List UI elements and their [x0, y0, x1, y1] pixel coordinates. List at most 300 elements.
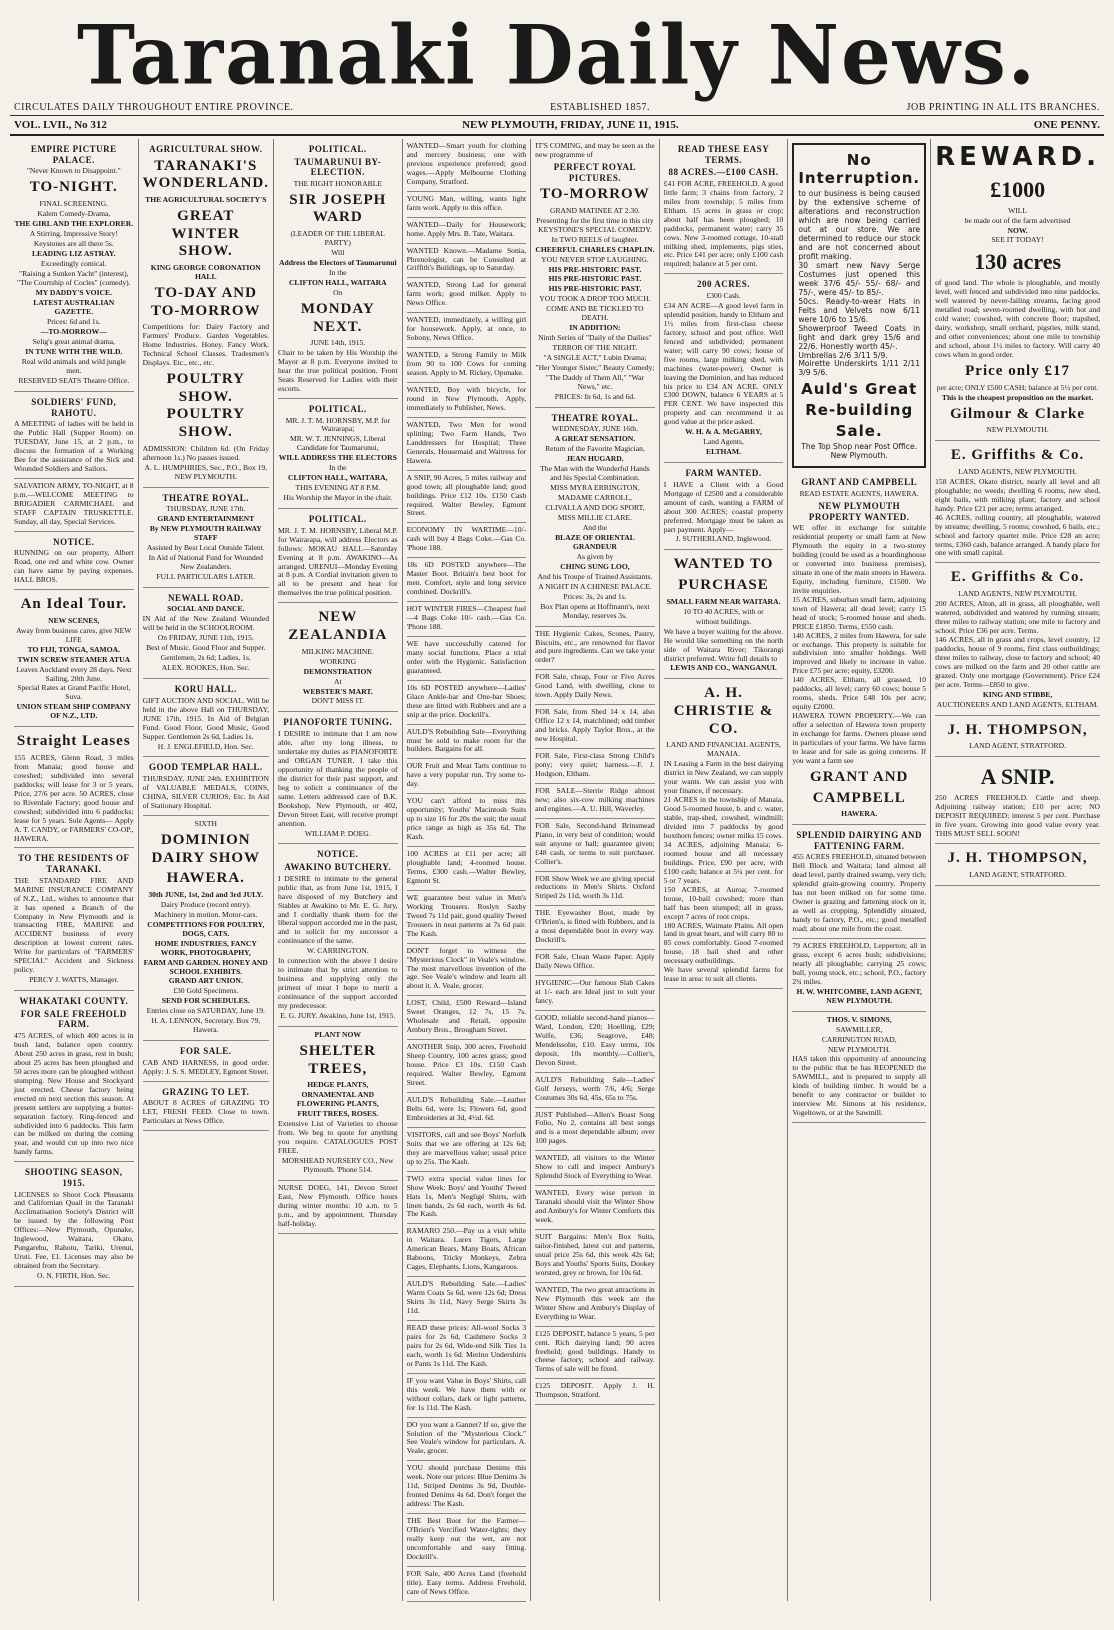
ad-line: MISS MILLIE CLARE.	[557, 513, 632, 523]
ad-heading: GRANT AND CAMPBELL	[801, 477, 918, 488]
ad-body: 18s 6D POSTED anywhere—The Master Boot. Britain's best boot for men. Comfort, style and long service combined. Dockrill's.	[406, 560, 527, 597]
ward-political-ad	[278, 139, 398, 399]
ad-signature: LEWIS AND CO., WANGANUI.	[670, 663, 777, 673]
ad-body: 46 ACRES, rolling country, all ploughable, watered by streams; dwelling, 5 rooms; cowshed, 6 bails, etc.; school and factory quarter mile. Price £28 an acre; terms, £360 cash, balance arranged. A handy place for one with small capital.	[935, 512, 1101, 558]
ad-line: £30 Gold Specimens.	[173, 986, 239, 996]
ad-heading: WHAKATAKI COUNTY.	[19, 996, 129, 1007]
small-ad	[535, 1151, 655, 1186]
ad-line: Best of Music. Good Floor and Supper.	[146, 643, 266, 653]
ad-heading: KORU HALL.	[174, 684, 237, 695]
ad-line: A Stirring, Impressive Story!	[29, 228, 118, 238]
ad-line: YOU NEVER STOP LAUGHING.	[541, 254, 649, 264]
ad-body: WE guarantee best value in Men's Working Trousers. Roslyn Saxby Tweed 7s 11d pair, good quality Tweed Trousers in neat patterns at 7s 6d pair. The Kash.	[406, 892, 527, 938]
established-note: ESTABLISHED 1857.	[550, 102, 650, 113]
ad-headline: POULTRY SHOW. POULTRY SHOW.	[166, 371, 245, 441]
ad-body: DO you want a Gannet? If so, give the Solution of the "Mysterious Clock." See Veale's window for particulars. A. Veale, grocer.	[406, 1419, 527, 1456]
ad-line: NOW.	[1007, 225, 1028, 235]
ad-line: Assisted by Best Local Outside Talent.	[146, 543, 265, 553]
ad-headline: PURCHASE	[678, 577, 769, 594]
small-ad	[407, 602, 527, 637]
ad-body: ANOTHER Snip, 300 acres, Freehold Sheep Country, 100 acres grass; good house. Price £3 10s. £150 Cash required. Walter Bewley, Egmont Street.	[406, 1042, 527, 1088]
ad-line: Prices: 6d and 1s.	[47, 317, 101, 327]
ad-heading: FOR SALE.	[180, 1046, 232, 1057]
ad-body: LOST, Child, £500 Reward—Island Sweet Oranges, 12 7s, 15 7s. Wholesale and Retail, opposite Ambury Bros., Brougham Street.	[406, 998, 527, 1035]
dairying-farm-ad	[792, 825, 926, 939]
small-ad	[407, 1040, 527, 1093]
piano-tuning-ad	[278, 712, 398, 844]
soldiers-fund-ad	[14, 392, 134, 479]
ad-body: READ these prices: All-wool Socks 3 pairs for 2s 6d, Cashmere Socks 3 pairs for 2s 6d, Wide-end Silk Ties 1s each, worth 1s 6d. Merino Undershirts or Pants 1s 11d. The Kash.	[406, 1322, 527, 1368]
ad-line: W. H. & A. McGARRY,	[685, 427, 762, 437]
ad-body: In connection with the above I desire to intimate that by strict attention to business and supplying only the primest of meat I hope to merit a continuance of the support accorded my predecessor.	[278, 956, 398, 1011]
small-ad	[535, 950, 655, 976]
ad-line: IN TUNE WITH THE WILD.	[25, 347, 123, 357]
ad-signature: E. G. JURY. Awakino, June 1st, 1915.	[280, 1011, 396, 1020]
ad-line: RESERVED SEATS Theatre Office.	[18, 376, 130, 386]
reward-ad	[935, 139, 1100, 441]
ad-line: "The Courtship of Cocles" (comedy).	[17, 278, 131, 288]
ad-line: WILL ADDRESS THE ELECTORS	[278, 453, 397, 463]
ad-line: In the	[329, 463, 347, 473]
ad-body: VISITORS, call and see Boys' Norfolk Suits that we are offering at 12s 6d; they are marvellous value; usual price up to 25s. The Kash.	[406, 1129, 527, 1166]
ad-body: Showerproof Tweed Coats in light and dark grey 15/6 and 22/6. Honestly worth 45/-.	[798, 323, 921, 351]
ad-body: 140 ACRES, 2 miles from Hawera, for sale or exchange. This property is suitable for subdivision into smaller holdings. Well improved and likely to increase in value. Price £75 per acre; equity, £3200.	[792, 630, 927, 676]
ad-line: Keystones are all there 5s.	[33, 238, 114, 248]
ad-body: SALVATION ARMY, TO-NIGHT, at 8 p.m.—WELCOME MEETING to BRIGADIER CARMICHAEL and STAFF CAPTAIN TRUSKETTLE. Sunday, all day, Special Services.	[14, 480, 134, 526]
ad-body: AULD'S Rebuilding Sale.—Leather Belts 6d, were 1s; Flowers 6d, good Embroideries at 3d, 4½d. 6d.	[406, 1094, 527, 1122]
ad-body: WANTED, a Strong Family to Milk from 90 to 100 Cows for coming season. Apply to M. Rickey, Opunake.	[406, 350, 527, 378]
grant-campbell-ad	[792, 472, 926, 825]
small-ad	[535, 784, 655, 819]
ad-body: We have several splendid farms for lease in area: to suit all clients.	[663, 965, 784, 984]
ad-headline: DOMINION DAIRY SHOW	[151, 831, 261, 866]
dateline	[10, 116, 1104, 136]
wanted-ad	[407, 278, 527, 313]
small-ad	[535, 1011, 655, 1073]
ad-line: KING AND STIBBE,	[982, 689, 1053, 699]
ad-headline: WANTED TO	[673, 556, 774, 573]
ad-body: FOR Sale, cheap, Four or Five Acres Good Land, with dwelling, close to town. Apply Daily News.	[535, 672, 655, 700]
ad-line: Gentlemen, 2s 6d; Ladies, 1s.	[160, 653, 251, 663]
freehold-farm-ad	[14, 991, 134, 1162]
ad-subheading: FOR SALE FREEHOLD FARM.	[20, 1008, 127, 1030]
ad-body: to our business is being caused by the extensive scheme of alterations and reconstruction which are now being carried out at our store. We are determined to reduce our stock and are not concerned about profit making.	[798, 189, 921, 262]
ad-heading: THEATRE ROYAL.	[162, 492, 250, 503]
small-ad	[535, 1379, 655, 1405]
ad-body: NURSE DOEG, 141, Devon Street East, New Plymouth. Office hours during winter months: 10 a.m. to 5 p.m., and by appointment. Thursday half-holiday.	[278, 1182, 398, 1228]
ad-line: GRAND MATINEE AT 2.30.	[549, 205, 640, 215]
ad-line: HOME INDUSTRIES, FANCY WORK, PHOTOGRAPHY,	[154, 938, 257, 957]
ad-subheading: AWAKINO BUTCHERY.	[284, 862, 392, 873]
ad-line: READ ESTATE AGENTS, HAWERA.	[799, 488, 919, 498]
ad-line: UNION STEAM SHIP COMPANY OF N.Z., LTD.	[16, 702, 131, 721]
ad-heading: SHOOTING SEASON, 1915.	[25, 1167, 123, 1188]
ad-body: of good land. The whole is ploughable, and mostly level, well fenced and subdivided into nine paddocks, well watered by never-failing streams, facing good metalled road; seven-roomed dwelling, with hot and cold water; cowshed, with concrete floor; trapshed, dairy, workshop, small orchard, pigsties, milk stand, and other conveniences; about one mile to township and school, about 1½ miles to factory. Will carry 40 cows when in good order.	[935, 278, 1101, 360]
ad-line: MILKING MACHINE.	[301, 646, 374, 656]
ad-line: —TO-MORROW—	[40, 327, 107, 337]
dairy-show-ad	[143, 816, 269, 1041]
small-ad	[407, 1093, 527, 1128]
ad-line: CHEERFUL CHARLES CHAPLIN.	[535, 244, 655, 254]
snip-ad	[935, 757, 1100, 844]
ad-body: Extensive List of Varieties to choose from. We beg to quote for anything you require. CATALOGUES POST FREE.	[278, 1119, 398, 1155]
nursery-ad	[278, 1027, 398, 1181]
small-ad	[535, 627, 655, 671]
farm-wanted-ad	[664, 463, 784, 550]
ad-line: And the	[582, 523, 608, 533]
ad-line: 10 TO 40 ACRES, with or	[683, 606, 764, 616]
wanted-to-purchase-ad	[664, 550, 784, 679]
ad-headline: E. Griffiths & Co.	[950, 447, 1085, 464]
small-ad	[407, 1418, 527, 1462]
ad-subheading: NEW PLYMOUTH PROPERTY WANTED.	[808, 500, 910, 522]
ad-signature: H. W. WHITCOMBE, LAND AGENT, NEW PLYMOUTH.	[796, 986, 922, 1005]
ad-line: NEW PLYMOUTH.	[828, 1044, 891, 1054]
ad-heading: GOOD TEMPLAR HALL.	[148, 762, 263, 773]
small-ad	[535, 819, 655, 872]
ad-headline: A. H. CHRISTIE & CO.	[673, 685, 774, 737]
small-ad	[407, 891, 527, 944]
column-5	[531, 139, 660, 1601]
ad-body: THE Eyewasher Boot, made by O'Brien's, is fitted with Rubbers, and is a most dependable boot in every way. Dockrill's.	[535, 908, 655, 945]
ad-body: OUR Fruit and Meat Tarts continue to have a very popular run. Try some to-day.	[406, 761, 527, 789]
ad-line: In Aid of National Fund for Wounded New Zealanders.	[148, 552, 263, 571]
theatre-royal-magician-ad	[535, 408, 655, 627]
agricultural-show-ad	[143, 139, 269, 488]
hornsby-political-ad	[278, 399, 398, 509]
ad-line: His Worship the Mayor in the chair.	[283, 493, 393, 503]
ad-body: WANTED, Two Men for wood splitting; Two Farm Hands, Two Landdressers for Hospital; Three Generals, Housemaid and Waitress for Hawera.	[406, 419, 527, 465]
newspaper-page	[10, 7, 1104, 1610]
ad-line: HIS PRE-HISTORIC PAST.	[548, 284, 642, 294]
ad-body: IF you want Value in Boys' Shirts, call this week. We have them with or without collars, dark or light patterns, for 1s 11d. The Kash.	[406, 1375, 527, 1412]
ad-body: FOR Sale, from Shed 14 x 14, also Office 12 x 14, matchlined; odd timber and bricks. Apply Taylor Bros., at the new Hospital.	[535, 707, 655, 744]
ad-line: The Top Shop near Post Office. New Plymouth.	[801, 442, 918, 461]
ad-line: ORNAMENTAL AND FLOWERING PLANTS,	[296, 1090, 379, 1109]
small-ad	[535, 1283, 655, 1327]
ad-line: Machinery in motion. Motor-cars.	[154, 909, 258, 919]
ad-subheading: TAUMARUNUI BY-ELECTION.	[294, 156, 382, 178]
ad-line: FARM AND GARDEN. HONEY AND SCHOOL EXHIBITS.	[143, 957, 268, 976]
salvation-army-ad	[14, 479, 134, 532]
small-ad	[407, 944, 527, 997]
ad-heading: 200 ACRES.	[697, 279, 751, 290]
ad-body: A MEETING of ladies will be held in the Public Hall (Supper Room) on TUESDAY, June 15, at 2 p.m., to discuss the formation of a Working Bee for the assistance of the Sick and Wounded Soldiers and Sailors.	[14, 419, 134, 473]
ad-headline: J. H. THOMPSON,	[947, 849, 1088, 866]
ad-line: without buildings.	[695, 616, 752, 626]
ad-heading: SPLENDID DAIRYING AND FATTENING FARM.	[796, 830, 923, 851]
small-ad	[407, 1321, 527, 1374]
ad-body: LICENSES to Shoot Cock Pheasants and Californian Quail in the Taranaki Acclimatisation Society's District will be issued by the following Post Offices:—New Plymouth, Opunake, Inglewood, Waitara, Okato, Pungarehu, Rahotu, Tariki, Urenui, Uruti. Fee, £1. Licenses may also be obtained from the Secretary.	[14, 1189, 134, 1271]
ad-line: Selig's great animal drama,	[32, 337, 115, 347]
ad-body: HYGIENIC—Our famous Slab Cakes at 1/- each are Ideal just to suit your fancy.	[535, 978, 655, 1005]
ad-line: SAWMILLER,	[835, 1024, 883, 1034]
small-ad	[535, 1230, 655, 1283]
ad-heading: PIANOFORTE TUNING.	[283, 717, 393, 728]
grazing-ad	[143, 1082, 269, 1131]
ad-headline: CAMPBELL	[812, 789, 906, 806]
ad-line: DEMONSTRATION	[303, 666, 372, 676]
ad-body: WANTED, The two great attractions in New Plymouth this week are the Winter Show and Ambury's Display of Everything to Wear.	[535, 1284, 655, 1321]
ad-line: SOCIAL AND DANCE.	[167, 604, 245, 614]
wanted-ad	[407, 383, 527, 418]
ad-body: £125 DEPOSIT. Apply J. H. Thompson, Stratford.	[535, 1381, 655, 1400]
ad-line: A GREAT SENSATION.	[554, 434, 636, 444]
thompson-ad	[935, 716, 1100, 758]
ad-line: Exceedingly comical.	[40, 258, 107, 268]
ad-line: CLIFTON HALL, WAITARA	[288, 277, 387, 287]
ad-body: THE Best Boot for the Farmer—O'Brien's Vercified Water-tights; they really keep out the wet, are not uncomfortable and easy fitting. Dockrill's.	[406, 1516, 527, 1561]
notice-ad	[14, 532, 134, 590]
ad-line: ALEX. ROOKES, Hon. Sec.	[161, 663, 250, 673]
ad-body: 455 ACRES FREEHOLD, situated between Bell Block and Waitara; land almost all dead level, partly drained swamp, very rich; splendid grain-growing country. Property has not been milked on for some time. Owner is grazing and fattening stock on it, as well as cropping. Splendidly situated, handy to factory, P.O., etc.; good metalled road; about one mile from the coast.	[792, 852, 927, 934]
ad-body: WANTED, Boy with bicycle, for round in New Plymouth. Apply, immediately to Publisher, News.	[406, 385, 527, 412]
ad-line: JUNE 14th, 1915.	[310, 338, 366, 348]
ad-line: SEE IT TODAY!	[991, 235, 1044, 245]
ad-body: WANTED, all visitors to the Winter Show to call and inspect Ambury's Splendid Stock of Everything to Wear.	[535, 1153, 655, 1181]
ad-headline: HAWERA.	[166, 870, 245, 887]
thompson-ad-2	[935, 844, 1100, 886]
ad-line: A NIGHT IN A CHINESE PALACE.	[538, 581, 652, 591]
ad-heading: PERFECT ROYAL PICTURES.	[553, 161, 637, 183]
ad-signature: H. A. LENNON, Secretary. Box 79, Hawera.	[151, 1016, 261, 1035]
ad-body: FOR Sale, Clean Waste Paper. Apply Daily News Office.	[535, 952, 655, 971]
ad-line: Leaves Auckland every 28 days. Next Sailing, 20th June.	[16, 664, 132, 683]
ad-line: 30th JUNE, 1st, 2nd and 3rd JULY.	[148, 889, 264, 899]
ad-heading: EMPIRE PICTURE PALACE.	[30, 144, 117, 165]
ad-line: NEW SCENES,	[48, 615, 100, 625]
ad-line: Away from business cares, give NEW LIFE	[16, 625, 132, 644]
ad-line: "A SINGLE ACT," Lubin Drama;	[543, 353, 647, 363]
ad-body: 30 smart new Navy Serge Costumes just opened this week 37/6 45/- 55/- 68/- and 75/-, were 45/- to 85/-.	[798, 261, 921, 297]
ad-body: 100 ACRES at £11 per acre; all ploughable land; 4-roomed house. Terms, £300 cash.—Walter Bewley, Egmont St.	[406, 849, 527, 885]
ad-line: By NEW PLYMOUTH RAILWAY STAFF	[149, 524, 262, 543]
theatre-royal-ad	[143, 488, 269, 588]
ad-line: LAND AGENT, STRATFORD.	[969, 741, 1067, 751]
ad-heading: POLITICAL.	[308, 403, 367, 414]
ad-body: 155 ACRES, Glenn Road, 3 miles from Manaia; good house and cowshed; subdivided into several paddocks; will lease for 3 or 5 years. Price, 27/6 per acre. 50 ACRES, close to Riverdale Factory; good house and cowshed; subdivided into 6 paddocks; lease for 5 years. Sole Agents— Apply A. T. CANDY, or FARMERS' CO-OP., HAWERA.	[14, 752, 134, 843]
ad-body: 200 ACRES, Alton, all in grass, all ploughable, well watered, subdivided and watered by running stream; three miles to railway station; one mile to factory and school. Price £36 per acre. Terms.	[935, 599, 1101, 635]
ad-line: CLIVALLA AND DOG SPORT,	[545, 503, 645, 513]
newspaper-title: Taranaki Daily News.	[77, 7, 1037, 103]
ad-line: WORKING	[319, 656, 357, 666]
ad-line: THE RIGHT HONORABLE	[293, 178, 383, 188]
ad-body: 180 ACRES, Waimate Plains. All open land in great heart, and will carry 80 to 85 cows comfortably. Good 7-roomed house, 18 bail shed and other necessary outbuildings.	[663, 920, 784, 966]
ad-line: MISS MYRA ERRINGTON,	[550, 483, 640, 493]
small-ad	[407, 1514, 527, 1567]
ad-body: TWO extra special value lines for Show Week: Boys' and Youths' Tweed Hats 1s, Men's Negligé Shirts, with linen bands, 2s 6d each, worth 4s 6d. The Kash.	[406, 1173, 527, 1219]
small-ad	[407, 523, 527, 558]
ad-body: A SNIP, 90 Acres, 5 miles railway and good town; all ploughable land; good buildings. Price £12 10s. £150 Cash required. Walter Bewley, Egmont Street.	[406, 472, 527, 518]
ad-body: RAMARO 250.—Pay us a visit while in Waitara. Lurex Tigers, Large American Bears, Many Boats, African Baboons, Tricky Monkeys, Zebra Cages, Elephants, Lions, Kangaroos.	[406, 1226, 527, 1272]
ad-body: 475 ACRES, of which 400 acres is in bush land, balance open country. About 250 acres in grass, rest in bush; about 25 acres has been ploughed and 50 acres more can be ploughed without stumping. New House and Stockyard just erected. Cheese factory being erected on next section this season. At present settlers are supplying a butter-separation factory. Ring-fenced and subdivided into 6 paddocks. This farm can be milked on during the coming year, and would cut up into two nice handy farms.	[14, 1030, 134, 1157]
ad-line: IN Aid of the New Zealand Wounded will be held in the SCHOOLROOM.	[142, 614, 269, 633]
ad-body: ECONOMY IN WARTIME—10/- cash will buy 4 Bags Coke.—Gas Co. 'Phone 188.	[406, 525, 527, 553]
ad-line: PLANT NOW	[314, 1029, 362, 1039]
small-ad	[535, 1108, 655, 1152]
masthead	[10, 7, 1104, 103]
ad-body: CAB AND HARNESS, in good order. Apply: J. S. S. MEDLEY, Egmont Street.	[142, 1057, 269, 1076]
ad-line: CLIFTON HALL, WAITARA,	[287, 473, 388, 483]
small-ad	[407, 637, 527, 681]
column-4	[403, 139, 532, 1601]
ad-body: I DESIRE to intimate to the general public that, as from June 1st, 1915, I have disposed of my Butchery and Stables at Awakino to Mr. E. G. Jury, and I cordially thank them for the liberal support accorded me in the past, and to solicit for my successor a continuance of the same.	[278, 873, 398, 946]
small-ad	[535, 976, 655, 1011]
small-ad	[407, 558, 527, 602]
ad-body: We have a buyer waiting for the above. He would like something on the north side of Waitara River; Tikorangi district preferred. Write full details to	[663, 626, 784, 663]
ad-line: ELTHAM.	[706, 447, 741, 457]
ad-line: IN ADDITION:	[569, 323, 621, 333]
ad-line: SIXTH	[194, 818, 217, 828]
ad-line: MADAME CARROLL,	[558, 493, 632, 503]
ad-line: Land Agents,	[703, 437, 744, 447]
griffiths-ad-2	[935, 563, 1100, 715]
ad-line: FRUIT TREES, ROSES.	[297, 1109, 379, 1119]
ad-signature: O. N. FIRTH, Hon. Sec.	[36, 1271, 111, 1281]
ad-body: I HAVE a Client with a Good Mortgage of £2500 and a considerable amount of cash, wanting a FARM of about 300 ACRES; coastal property preferred. Mortgage must be taken as part payment. Apply—	[663, 479, 784, 534]
small-ad	[535, 670, 655, 705]
ad-line: WEBSTER'S MART.	[302, 686, 373, 696]
koru-hall-ad	[143, 679, 269, 757]
hornsby-tour-ad	[278, 509, 398, 603]
ad-line: MR. W. T. JENNINGS, Liberal Candidate for Taumarunui,	[290, 434, 386, 453]
ad-heading: READ THESE EASY TERMS.	[677, 144, 770, 165]
ad-headline: J. H. THOMPSON,	[947, 721, 1088, 738]
ad-body: FOR Sale, Second-hand Brinsmead Piano, in very best of condition; would suit anyone or hall; guarantee given; £48 cash, or terms to suit purchaser. Collier's.	[535, 820, 655, 866]
ad-line: THIS EVENING AT 8 P.M.	[295, 483, 381, 493]
ad-line: DON'T MISS IT.	[311, 696, 364, 706]
ad-body: FOR Sale, First-class Strong Child's pony; very quiet; harness.—F. J. Hodgson, Eltham.	[535, 751, 655, 778]
shooting-season-ad	[14, 1162, 134, 1287]
small-ad	[535, 705, 655, 749]
small-ad	[535, 1073, 655, 1108]
ad-body: AULD'S Rebuilding Sale—Everything must be sold to make room for the builders. Bargains for all.	[406, 726, 527, 754]
ideal-tour-ad	[14, 590, 134, 727]
ad-line: per acre; ONLY £500 CASH; balance at 5½ per cent.	[936, 382, 1099, 392]
ad-headline: E. Griffiths & Co.	[950, 569, 1085, 586]
ad-line: COMPETITIONS FOR POULTRY, DOGS, CATS.	[147, 919, 265, 938]
ad-line: LEADING LIZ ASTRAY.	[31, 248, 116, 258]
ad-line: "The Daddy of Them All," "War News," etc.	[545, 373, 645, 391]
ad-headline: No Interruption.	[798, 151, 921, 187]
small-ad	[535, 872, 655, 907]
ad-heading: POLITICAL.	[308, 144, 367, 154]
ad-signature: A. L. HUMPHRIES, Sec., P.O., Box 19, NEW PLYMOUTH.	[144, 462, 268, 481]
ad-line: TO FIJI, TONGA, SAMOA.	[27, 644, 120, 654]
ad-line: "Never Known to Disappoint."	[26, 166, 121, 176]
ad-body: YOUNG Man, willing, wants light farm work. Apply to this office.	[406, 193, 527, 212]
ad-line: SMALL FARM NEAR WAITARA.	[666, 596, 781, 606]
ad-body: WE have successfully catered for many social functions. Place a trial order with the Hygienic. Satisfaction guaranteed.	[406, 638, 527, 675]
ad-body: HAS taken this opportunity of announcing to the public that he has REOPENED the SAWMILL, and is prepared to supply all kinds of building timber. It would be a benefit to any contractor or builder to interview Mr. Simons at his residence, Vogeltown, or at the Sawmill.	[792, 1054, 927, 1118]
column-3	[274, 139, 403, 1601]
ad-body: GOOD, reliable second-hand pianos—Ward, London, £20; Hoelling, £29; Wulfe, £36; Seagrove, £48; Mendelssohn, £10. Easy terms, 10s deposit, 10s monthly.—Collier's, Devon Street.	[535, 1012, 655, 1067]
ad-body: £125 DEPOSIT, balance 5 years, 5 per cent. Rich dairying land; 90 acres freehold; good buildings. Handy to cheese factory, school and railway. Terms of sale will be fixed.	[535, 1328, 655, 1374]
ad-line: Special Rates at Grand Pacific Hotel, Suva.	[17, 683, 131, 702]
wanted-ad	[407, 313, 527, 348]
ad-line: TERROR OF THE NIGHT.	[552, 343, 638, 353]
ad-heading: GRAZING TO LET.	[162, 1086, 250, 1097]
ad-body: £41 FOR ACRE, FREEHOLD. A good little farm; 3 chains from factory, 2 miles from township; 5 miles from Eltham. 15 acres in grass or crop; about half has been ploughed; 10 paddocks, permanent water; carry 35 cows. New 3-roomed cottage, 10-stall milking shed, implements, pigs sties, etc. Price £41 per acre; only £100 cash required; balance at 5 per cent.	[663, 178, 784, 269]
ad-heading: NEWALL ROAD.	[168, 592, 244, 603]
ad-line: Entries close on SATURDAY, June 19.	[146, 1006, 265, 1016]
ad-body: SUIT Bargains: Men's Box Suits, tailor-finished, latest cut and patterns, usual price 25s 6d, this week 42s 6d; Boys and Youths' Sports Suits, Dookey worsted, grey or brown, for 10s 6d.	[535, 1232, 655, 1277]
ad-body: 34 ACRES, adjoining Manaia; 6-roomed house and all necessary buildings. Price, £90 per acre, with £100 cash; balance at 5¼ per cent. for 5 or 7 years.	[663, 839, 784, 885]
ad-heading: FARM WANTED.	[685, 468, 762, 479]
ad-body: 146 ACRES, all in grass and crops, level country, 12 paddocks, house of 9 rooms, first class outbuildings; three miles to railway, close to factory and school; 40 cows are milked on the farm and 20 other cattle are grazed. Only one mortgage (Government). Price £24 per acre. Terms—£850 to give.	[935, 634, 1101, 689]
small-ad	[407, 794, 527, 847]
small-ad	[407, 1567, 527, 1602]
ad-body: 250 ACRES FREEHOLD. Cattle and sheep. Adjoining railway station; £10 per acre; NO DEPOSIT REQUIRED; interest 5 per cent. Purchase in five years. Growing into good value every year. THIS MUST SELL SOON!	[935, 793, 1101, 838]
ad-headline: TO-NIGHT.	[29, 179, 118, 196]
ad-line: And his Troupe of Trained Assistants.	[537, 571, 653, 581]
ad-headline: TO-DAY AND TO-MORROW	[151, 284, 261, 319]
ad-body: WANTED, Every wise person in Taranaki should visit the Winter Show and Ambury's for Winter Comforts this week.	[535, 1188, 655, 1225]
ad-body: WANTED Known.—Madame Sonia, Phrenologist, can be Consulted at Griffith's Buildings, up to Saturday.	[406, 245, 527, 273]
ad-body: THURSDAY, JUNE 24th. EXHIBITION of VALUABLE MEDALS, COINS, CHINA, SILVER CURIOS, Etc. In Aid of Stationary Hospital.	[142, 774, 269, 810]
residents-notice-ad	[14, 848, 134, 991]
wanted-ad	[407, 192, 527, 218]
ad-headline: GREAT WINTER SHOW.	[171, 207, 241, 260]
ad-body: RUNNING on our property, Albert Road, one red and white cow. Owner can have same by paying expenses. HALL BROS.	[14, 548, 134, 585]
ad-line: GRAND ART UNION.	[168, 976, 243, 986]
ad-body: DON'T forget to witness the "Mysterious Clock" in Veale's window. The most marvellous invention of the age. See Veale's window and learn all about it. A. Veale, grocer.	[406, 945, 527, 991]
ad-headline: TARANAKI'S WONDERLAND.	[142, 157, 270, 192]
ad-line: In TWO REELS of laughter.	[551, 234, 639, 244]
perfect-pictures-ad	[535, 139, 655, 408]
small-ad	[407, 681, 527, 725]
milking-machine-ad	[278, 603, 398, 712]
ad-body: 140 ACRES, Eltham, all grassed, 10 paddocks, all level; carry 60 cows; house 5 rooms, sheds. Price £48 10s per acre; equity £2000.	[792, 675, 927, 712]
ad-line: Kalem Comedy-Drama,	[37, 208, 111, 218]
ad-line: As given by	[576, 551, 614, 561]
ad-line: On FRIDAY, JUNE 11th, 1915.	[157, 633, 254, 643]
ad-body: Moirette Underskirts 1/11 2/11 3/9 5/6.	[798, 359, 921, 378]
ad-body: WANTED, Strong Lad for general farm work; good milker. Apply to News Office.	[406, 280, 527, 308]
ad-line: The Man with the Wonderful Hands and his Special Combination.	[540, 464, 650, 483]
ad-headline: MONDAY NEXT.	[300, 300, 375, 335]
no-interruption-ad	[792, 143, 926, 468]
ad-body: HAWERA TOWN PROPERTY.—We can offer a selection of Hawera town property in exchange for farms. Owners please send in particulars of your farms. We have farms to lease and for sale as going concerns. If you want a farm see	[792, 711, 927, 765]
small-ad	[407, 725, 527, 760]
ad-body: I DESIRE to intimate that I am now able, after my long illness, to undertake my duties as PIANOFORTE and ORGAN TUNER. I take this opportunity of thanking the people of the district for their past support, and beg to solicit a continuance of the same. Letters addressed care of B.K. Bookshop, New Plymouth, or 402, Devon Street East, will receive prompt attention.	[278, 729, 398, 828]
ad-line: Dairy Produce (record entry).	[160, 899, 251, 909]
christie-agents-ad	[664, 679, 784, 989]
ad-line: In the	[329, 267, 347, 277]
column-8	[931, 139, 1104, 1601]
straight-leases-ad	[14, 727, 134, 848]
ad-heading: SOLDIERS' FUND, RAHOTU.	[31, 396, 117, 418]
ad-heading: POLITICAL.	[308, 514, 367, 525]
ad-headline: SIR JOSEPH WARD	[289, 191, 387, 226]
ad-body: WE offer in exchange for suitable residential property or small farm at New Plymouth the equity in a two-storey building (could be used as a boardinghouse or converted into business premises), situate in one of the main streets in Hawera. Equity, including furniture, £1500. We invite enquiries.	[792, 523, 927, 595]
wanted-ad	[407, 471, 527, 524]
ad-line: Will	[331, 248, 345, 258]
ad-line: MR. J. T. M. HORNSBY, M.P. for Wairarapa;	[285, 415, 391, 434]
column-2	[139, 139, 274, 1601]
small-ad	[407, 1224, 527, 1277]
ad-headline: Gilmour & Clarke	[950, 405, 1085, 422]
ad-body: Competitions for: Dairy Factory and Farmers' Produce. Garden Vegetables. Home Industries. Honey. Fancy Work. Technical School Classes. Tradesmen's Displays. Etc., etc., etc.	[142, 322, 269, 368]
small-ad	[407, 1172, 527, 1225]
ad-headline: NEW ZEALANDIA	[288, 609, 388, 644]
ad-body: Umbrellas 2/6 3/11 5/9.	[798, 350, 888, 360]
ad-body: 79 ACRES FREEHOLD, Lepperton; all in grass, except 6 acres bush; subdivisions; nearly all ploughable; carrying 25 cows; bull, young stock, etc.; school, P.O., factory 2¾ miles.	[792, 941, 927, 986]
column-6	[660, 139, 789, 1601]
circulation-note: CIRCULATES DAILY THROUGHOUT ENTIRE PROVINCE.	[14, 102, 294, 113]
ad-signature: J. SUTHERLAND, Inglewood.	[675, 534, 772, 544]
ad-body: IN Leasing a Farm in the best dairying district in New Zealand, we can supply your wants. We can assist you with your finance, if necessary.	[663, 759, 784, 796]
